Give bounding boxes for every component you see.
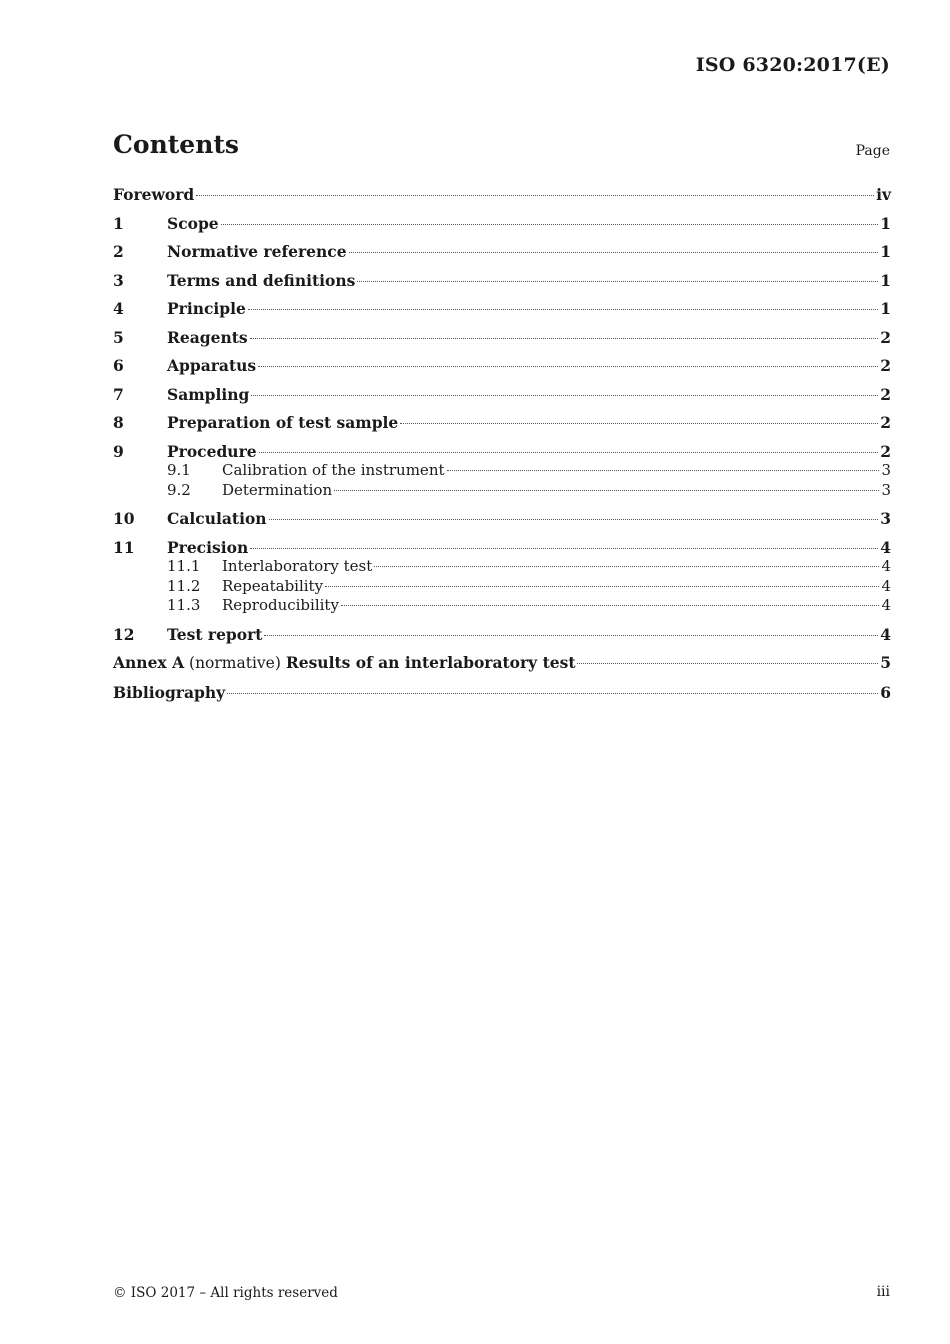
- toc-entry-sampling[interactable]: [113, 385, 891, 405]
- toc-entry-calculation[interactable]: [113, 509, 891, 529]
- document-id: ISO 6320:2017(E): [695, 54, 890, 76]
- toc-entry-title: Sampling: [167, 384, 250, 404]
- toc-entry-number: 3: [113, 270, 124, 290]
- toc-subentry-repeatability[interactable]: [113, 577, 891, 597]
- toc-entry-number: 5: [113, 327, 124, 347]
- toc-entry-apparatus[interactable]: [113, 356, 891, 376]
- toc-entry-number: 6: [113, 356, 124, 375]
- dot-leader: [400, 423, 878, 424]
- toc-entry-title: Procedure: [167, 441, 257, 461]
- toc-entry-number: 2: [113, 242, 124, 261]
- toc-entry-procedure[interactable]: [113, 442, 891, 462]
- toc-entry-number: 8: [113, 413, 124, 432]
- dot-leader: [269, 519, 879, 520]
- dot-leader: [357, 281, 878, 282]
- toc-entry-number: 12: [113, 624, 135, 644]
- annex-title: Results of an interlaboratory test: [285, 653, 576, 672]
- toc-entry-title: Reproducibility: [222, 596, 339, 614]
- toc-entry-page: 6: [880, 682, 891, 702]
- toc-entry-normative-reference[interactable]: [113, 242, 891, 262]
- copyright-notice: © ISO 2017 – All rights reserved: [113, 1285, 338, 1301]
- dot-leader: [250, 548, 878, 549]
- toc-entry-title: Apparatus: [167, 356, 257, 375]
- toc-entry-title: Calculation: [167, 509, 267, 528]
- toc-entry-page: 5: [880, 653, 891, 672]
- dot-leader: [374, 566, 879, 567]
- toc-entry-bibliography[interactable]: [113, 683, 891, 703]
- toc-entry-page: 2: [880, 327, 891, 347]
- toc-entry-reagents[interactable]: [113, 328, 891, 348]
- toc-entry-title: Preparation of test sample: [167, 413, 399, 432]
- toc-entry-number: 11.3: [167, 596, 201, 614]
- dot-leader: [334, 490, 879, 491]
- page-column-label: Page: [855, 143, 890, 159]
- contents-heading: Contents: [113, 130, 240, 159]
- dot-leader: [258, 366, 878, 367]
- toc-entry-title: Principle: [167, 299, 246, 318]
- toc-entry-scope[interactable]: [113, 214, 891, 234]
- toc-entry-terms-definitions[interactable]: [113, 271, 891, 291]
- toc-entry-number: 11: [113, 537, 135, 557]
- page-number: iii: [876, 1284, 890, 1300]
- dot-leader: [341, 605, 880, 606]
- toc-entry-page: 3: [881, 480, 891, 499]
- toc-entry-test-report[interactable]: [113, 625, 891, 645]
- toc-entry-page: 2: [880, 441, 891, 461]
- annex-label: Annex A: [113, 653, 185, 672]
- toc-entry-page: 3: [880, 509, 891, 528]
- toc-entry-title: Bibliography: [113, 682, 226, 702]
- toc-entry-title: Foreword: [113, 185, 195, 204]
- toc-entry-number: 11.2: [167, 576, 201, 595]
- toc-entry-number: 9.1: [167, 461, 191, 479]
- toc-entry-page: 4: [880, 624, 891, 644]
- toc-entry-page: 2: [880, 384, 891, 404]
- toc-entry-number: 10: [113, 509, 135, 528]
- dot-leader: [250, 338, 879, 339]
- toc-entry-number: 9: [113, 441, 124, 461]
- dot-leader: [196, 195, 874, 196]
- toc-entry-title: Test report: [167, 624, 263, 644]
- toc-entry-number: 11.1: [167, 557, 201, 575]
- toc-entry-page: 2: [880, 413, 891, 432]
- dot-leader: [264, 635, 878, 636]
- toc-entry-number: 4: [113, 299, 124, 318]
- toc-entry-page: 3: [881, 461, 891, 479]
- table-of-contents: [113, 185, 891, 702]
- toc-entry-annex-a[interactable]: [113, 653, 891, 674]
- toc-subentry-determination[interactable]: [113, 481, 891, 501]
- toc-subentry-calibration[interactable]: [113, 461, 891, 481]
- toc-subentry-reproducibility[interactable]: [113, 596, 891, 616]
- dot-leader: [248, 309, 878, 310]
- toc-entry-title: Scope: [167, 213, 219, 233]
- toc-entry-title: [113, 653, 575, 674]
- toc-entry-precision[interactable]: [113, 538, 891, 558]
- toc-entry-page: 1: [880, 270, 891, 290]
- annex-qualifier: (normative): [184, 654, 286, 672]
- toc-entry-page: 4: [881, 576, 891, 595]
- toc-entry-page: 1: [880, 299, 891, 318]
- toc-entry-number: 7: [113, 384, 124, 404]
- dot-leader: [447, 470, 880, 471]
- toc-entry-number: 9.2: [167, 480, 191, 499]
- dot-leader: [259, 452, 879, 453]
- dot-leader: [227, 693, 878, 694]
- toc-entry-number: 1: [113, 213, 124, 233]
- toc-entry-title: Terms and definitions: [167, 270, 356, 290]
- toc-entry-principle[interactable]: [113, 299, 891, 319]
- toc-entry-page: 1: [880, 242, 891, 261]
- toc-entry-title: Repeatability: [222, 576, 324, 595]
- dot-leader: [349, 252, 879, 253]
- dot-leader: [577, 663, 878, 664]
- toc-entry-preparation[interactable]: [113, 413, 891, 433]
- toc-entry-title: Interlaboratory test: [222, 557, 373, 575]
- toc-subentry-interlaboratory-test[interactable]: [113, 557, 891, 577]
- toc-entry-title: Calibration of the instrument: [222, 461, 445, 479]
- toc-entry-page: 4: [880, 537, 891, 557]
- toc-entry-title: Normative reference: [167, 242, 347, 261]
- toc-entry-title: Precision: [167, 537, 249, 557]
- dot-leader: [251, 395, 878, 396]
- toc-entry-page: 4: [881, 557, 891, 575]
- toc-entry-title: Reagents: [167, 327, 248, 347]
- toc-entry-page: 4: [881, 596, 891, 614]
- dot-leader: [221, 224, 879, 225]
- toc-entry-title: Determination: [222, 480, 333, 499]
- dot-leader: [325, 586, 879, 587]
- toc-entry-page: iv: [876, 185, 891, 204]
- toc-entry-page: 2: [880, 356, 891, 375]
- toc-entry-page: 1: [880, 213, 891, 233]
- toc-entry-foreword[interactable]: [113, 185, 891, 205]
